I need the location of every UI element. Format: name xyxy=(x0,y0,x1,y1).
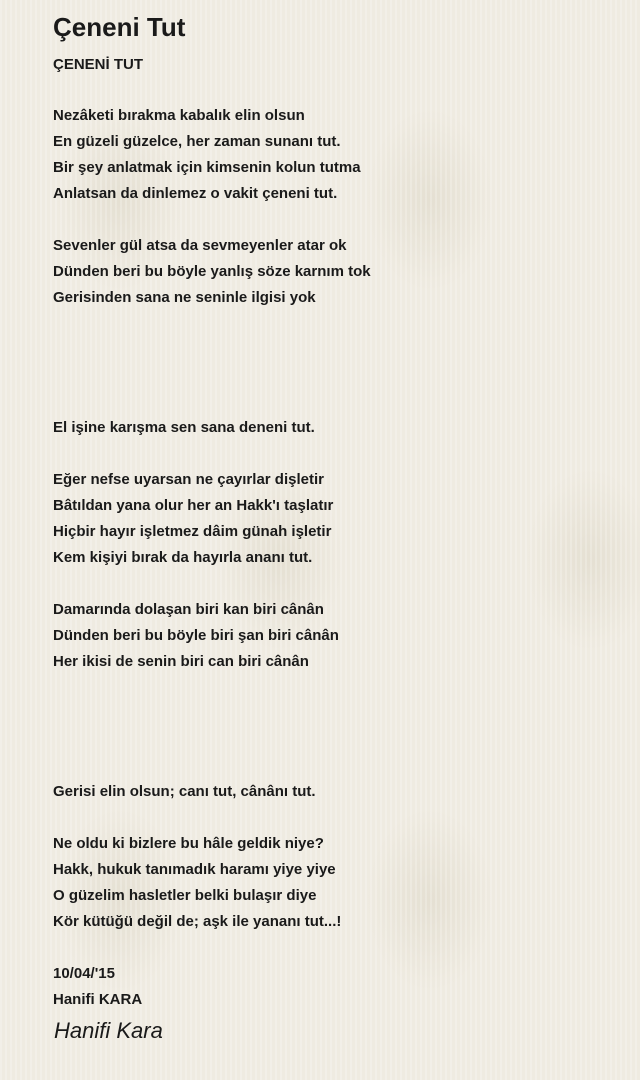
poem-line: El işine karışma sen sana deneni tut. xyxy=(53,419,315,436)
poem-line-blank xyxy=(53,363,371,389)
poem-line-blank xyxy=(53,805,371,831)
poem-line-blank xyxy=(53,753,371,779)
poem-line: Gerisinden sana ne seninle ilgisi yok xyxy=(53,289,316,306)
poem-line: Bir şey anlatmak için kimsenin kolun tutma xyxy=(53,159,361,176)
poem-body xyxy=(53,103,371,1013)
poem-author-line: Hanifi KARA xyxy=(53,991,143,1008)
poem-line: Ne oldu ki bizlere bu hâle geldik niye? xyxy=(53,835,324,852)
page-title: Çeneni Tut xyxy=(53,12,186,42)
poem-line-blank xyxy=(53,207,371,233)
poem-line: Hakk, hukuk tanımadık haramı yiye yiye xyxy=(53,861,336,878)
poem-line: Hiçbir hayır işletmez dâim günah işletir xyxy=(53,523,332,540)
poem-subtitle: ÇENENİ TUT xyxy=(53,56,143,73)
poem-line-blank xyxy=(53,571,371,597)
poem-line-blank xyxy=(53,311,371,337)
poem-line-blank xyxy=(53,701,371,727)
poem-line: Anlatsan da dinlemez o vakit çeneni tut. xyxy=(53,185,338,202)
poem-line-blank xyxy=(53,675,371,701)
poem-line: Sevenler gül atsa da sevmeyenler atar ok xyxy=(53,237,347,254)
author-signature: Hanifi Kara xyxy=(54,1018,163,1043)
poem-line: Her ikisi de senin biri can biri cânân xyxy=(53,653,309,670)
poem-line: Damarında dolaşan biri kan biri cânân xyxy=(53,601,324,618)
poem-date: 10/04/'15 xyxy=(53,965,115,982)
poem-line-blank xyxy=(53,337,371,363)
poem-line: Dünden beri bu böyle yanlış söze karnım tok xyxy=(53,263,371,280)
poem-line: Dünden beri bu böyle biri şan biri cânân xyxy=(53,627,339,644)
poem-line: Bâtıldan yana olur her an Hakk'ı taşlatır xyxy=(53,497,334,514)
poem-line: O güzelim hasletler belki bulaşır diye xyxy=(53,887,317,904)
poem-line: En güzeli güzelce, her zaman sunanı tut. xyxy=(53,133,341,150)
poem-line-blank xyxy=(53,441,371,467)
poem-line-blank xyxy=(53,935,371,961)
poem-line: Kör kütüğü değil de; aşk ile yananı tut...! xyxy=(53,913,342,930)
poem-line: Gerisi elin olsun; canı tut, cânânı tut. xyxy=(53,783,316,800)
poem-line: Kem kişiyi bırak da hayırla ananı tut. xyxy=(53,549,313,566)
poem-line-blank xyxy=(53,389,371,415)
poem-line: Nezâketi bırakma kabalık elin olsun xyxy=(53,107,305,124)
poem-line-blank xyxy=(53,727,371,753)
poem-line: Eğer nefse uyarsan ne çayırlar dişletir xyxy=(53,471,324,488)
